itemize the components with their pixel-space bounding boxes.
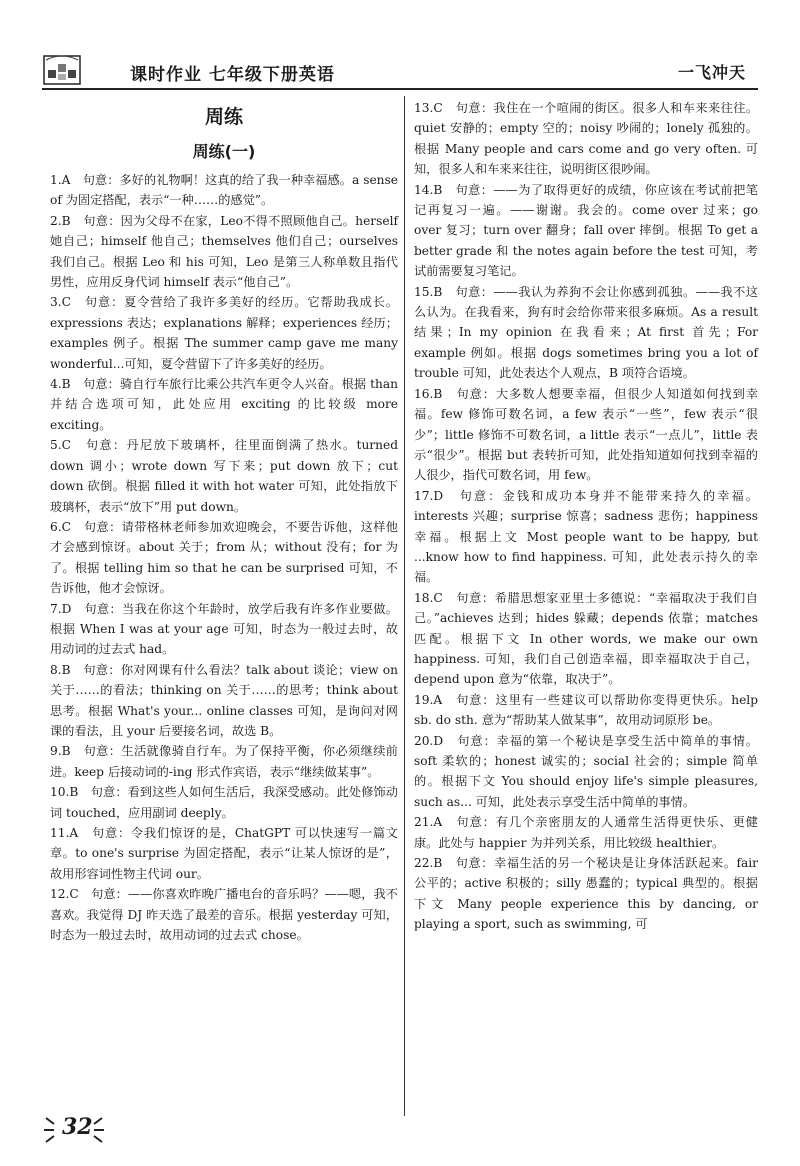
answer-item: 21.A 句意：有几个亲密朋友的人通常生活得更快乐、更健康。此处与 happier 为并列关系，用比较级 healthier。 (414, 815, 758, 850)
answer-item: 6.C 句意：请带格林老师参加欢迎晚会，不要告诉他，这样他才会感到惊讶。about 关于；from 从；without 没有；for 为了。根据 telling him so that he can be surprised 可知，不告诉他，他才会惊讶。 (50, 519, 398, 596)
answer-item: 12.C 句意：——你喜欢昨晚广播电台的音乐吗？——嗯，我不喜欢。我觉得 DJ 昨天选了最差的音乐。根据 yesterday 可知，时态为一般过去时，故用动词的过去式 chose。 (50, 887, 398, 943)
answer-item: 3.C 句意：夏令营给了我许多美好的经历。它帮助我成长。expressions 表达；explanations 解释；experiences 经历；examples 例子。根据 The summer camp gave me many wonderful...可知，夏令营留下了许多美好的经历。 (50, 295, 398, 371)
page-number-text: 32 (62, 1114, 93, 1140)
answer-item: 9.B 句意：生活就像骑自行车。为了保持平衡，你必须继续前进。keep 后接动词的-ing 形式作宾语，表示“继续做某事”。 (50, 744, 398, 779)
answer-item: 4.B 句意：骑自行车旅行比乘公共汽车更令人兴奋。根据 than 并结合选项可知，此处应用 exciting 的比较级 more exciting。 (50, 377, 398, 432)
section-subtitle: 周练(一) (192, 142, 256, 161)
answer-item: 14.B 句意：——为了取得更好的成绩，你应该在考试前把笔记再复习一遍。——谢谢。我会的。come over 过来；go over 复习；turn over 翻身；fall over 摔倒。根据 To get a better grade 和 the notes again before the test 可知，考试前需要复习笔记。 (414, 182, 758, 279)
answer-item: 19.A 句意：这里有一些建议可以帮助你变得更快乐。help sb. do sth. 意为“帮助某人做某事”，故用动词原形 be。 (414, 692, 758, 728)
answer-item: 10.B 句意：看到这些人如何生活后，我深受感动。此处修饰动词 touched，应用副词 deeply。 (50, 785, 398, 820)
column-divider (404, 96, 405, 1116)
header-logo-icon (42, 52, 82, 86)
answer-item: 8.B 句意：你对网课有什么看法？talk about 谈论；view on 关于……的看法；thinking on 关于……的思考；think about 思考。根据 What's your... online classes 可知，是询问对网课的看法，且 your 后要接名词，故选 B。 (50, 662, 398, 738)
answer-item: 7.D 句意：当我在你这个年龄时，放学后我有许多作业要做。根据 When I was at your age 可知，时态为一般过去时，故用动词的过去式 had。 (50, 601, 398, 657)
answer-item: 18.C 句意：希腊思想家亚里士多德说：“幸福取决于我们自己。”achieves 达到；hides 躲藏；depends 依靠；matches 匹配。根据下文 In other words, we make our own happiness. 可知，我们自己创造幸福，即幸福取决于自己，depend upon 意为“依靠，取决于”。 (414, 590, 758, 687)
section-title: 周练 (204, 106, 243, 128)
answer-item: 5.C 句意：丹尼放下玻璃杯，往里面倒满了热水。turned down 调小；wrote down 写下来；put down 放下；cut down 砍倒。根据 filled it with hot water 可知，此处指放下玻璃杯，表示“放下”用 put down。 (50, 438, 398, 514)
answer-item: 2.B 句意：因为父母不在家，Leo不得不照顾他自己。herself 她自己；himself 他自己；themselves 他们自己；ourselves 我们自己。根据 Leo 和 his 可知，Leo 是第三人称单数且指代男性，应用反身代词 himself 表示“他自己”。 (50, 213, 398, 290)
right-column (414, 98, 758, 935)
answer-item: 1.A 句意：多好的礼物啊！这真的给了我一种幸福感。a sense of 为固定搭配，表示“一种……的感觉”。 (50, 173, 398, 208)
header-rule (42, 88, 758, 90)
page-number (40, 1108, 110, 1152)
page-header (42, 52, 758, 92)
answer-item: 16.B 句意：大多数人想要幸福，但很少人知道如何找到幸福。few 修饰可数名词，a few 表示“一些”，few 表示“很少”；little 修饰不可数名词，a little 表示“一点儿”，little 表示“很少”。根据 but 表转折可知，此处指知道如何找到幸福的人很少，指代可数名词，用 few。 (414, 386, 758, 483)
answer-item: 22.B 句意：幸福生活的另一个秘诀是让身体活跃起来。fair 公平的；active 积极的；silly 愚蠢的；typical 典型的。根据下文 Many people experience this by dancing, or playing a sport, such as swimming, 可 (414, 856, 758, 932)
header-brand: 一飞冲天 (677, 63, 746, 82)
header-title: 课时作业 七年级下册英语 (130, 65, 335, 85)
answer-item: 20.D 句意：幸福的第一个秘诀是享受生活中简单的事情。soft 柔软的；honest 诚实的；social 社会的；simple 简单的。根据下文 You should enjoy life's simple pleasures, such as... 可知，此处表示享受生活中简单的事情。 (414, 733, 758, 809)
answer-item: 17.D 句意：金钱和成功本身并不能带来持久的幸福。interests 兴趣；surprise 惊喜；sadness 悲伤；happiness 幸福。根据上文 Most people want to be happy, but ...know how to find happiness. 可知，此处表示持久的幸福。 (414, 488, 758, 585)
answer-item: 13.C 句意：我住在一个喧闹的街区。很多人和车来来往往。quiet 安静的；empty 空的；noisy 吵闹的；lonely 孤独的。根据 Many people and cars come and go very often. 可知，很多人和车来来往往，说明街区很吵闹。 (414, 101, 758, 177)
left-column (50, 100, 398, 945)
answer-item: 15.B 句意：——我认为养狗不会让你感到孤独。——我不这么认为。在我看来，狗有时会给你带来很多麻烦。As a result 结果；In my opinion 在我看来；At first 首先；For example 例如。根据 dogs sometimes bring you a lot of trouble 可知，此处表达个人观点，B 项符合语境。 (414, 284, 758, 381)
answer-item: 11.A 句意：令我们惊讶的是，ChatGPT 可以快速写一篇文章。to one's surprise 为固定搭配，表示“让某人惊讶的是”，故用形容词性物主代词 our。 (50, 826, 398, 881)
